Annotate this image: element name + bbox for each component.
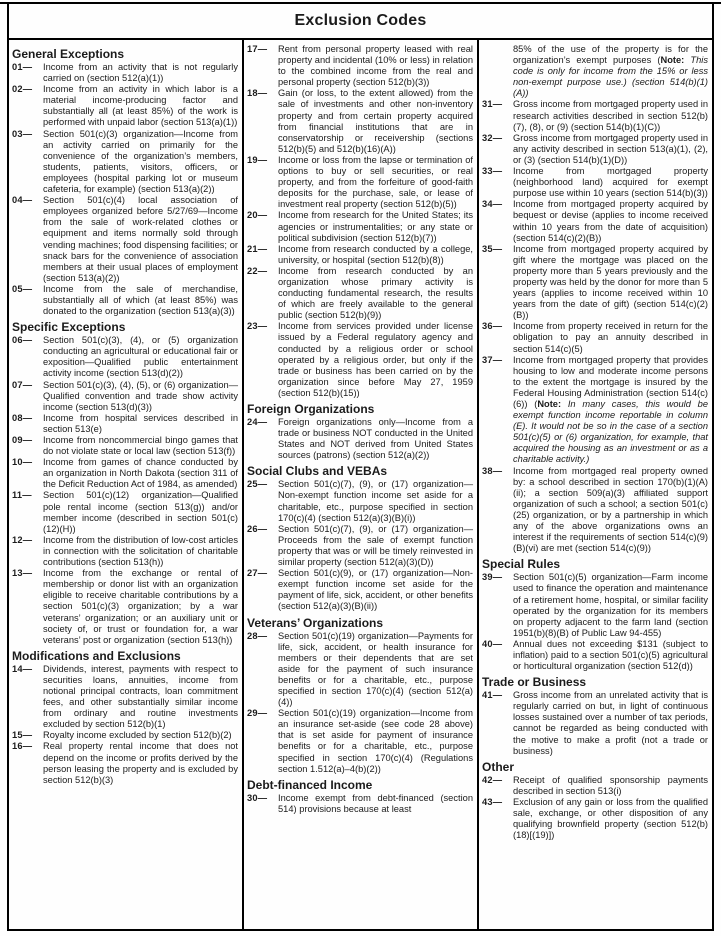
item-text: Income from noncommercial bingo games that do not violate state or local law (section 513(f)): [43, 435, 238, 457]
item-code: 27—: [247, 568, 268, 579]
item-code: 16—: [12, 741, 33, 752]
exclusion-code-item: [482, 690, 708, 757]
item-code: 35—: [482, 243, 503, 254]
item-text: Income from services provided under license issued by a Federal regulatory agency and conducted by a religious order or school operated by a religious order, but only if the trade or business has been carried on by the organization since before May 27, 1959 (section 512(b)(15)): [278, 321, 473, 398]
column-1: [9, 40, 242, 929]
item-text: Section 501(c)(7), (9), or (17) organization—Proceeds from the sale of exempt function property that was or will be timely reinvested in similar property (section 512(a)(3)(D)): [278, 523, 473, 568]
item-text: Income from the exchange or rental of membership or donor list with an organization eligible to receive charitable contributions by a section 501(c)(3) organization; by a war veterans’ organization; or an auxiliary unit or society of, or trust or foundation for, a war veterans’ post or organization (section 513(h)): [43, 568, 238, 645]
item-code: 01—: [12, 62, 33, 72]
item-code: 41—: [482, 690, 503, 701]
exclusion-code-item: [482, 133, 708, 166]
exclusion-code-item: [247, 88, 473, 155]
exclusion-code-item: [12, 741, 238, 785]
item-code: 25—: [247, 479, 268, 490]
item-code: 07—: [12, 379, 33, 390]
item-text: Income from research conducted by a college, university, or hospital (section 512(b)(8)): [278, 243, 473, 265]
exclusion-code-item: [247, 44, 473, 88]
item-code: 22—: [247, 265, 268, 276]
item-text: Section 501(c)(3), (4), or (5) organization conducting an agricultural or educational fair or exposition—Qualified public entertainment activity income (section 513(d)(2)): [43, 335, 238, 379]
section-header: General Exceptions: [12, 47, 125, 61]
item-text: Income or loss from the lapse or termination of options to buy or sell securities, or real property, and from the forfeiture of good-faith deposits for the purchase, sale, or lease of investment real property (section 512(b)(5)): [278, 154, 473, 210]
exclusion-code-item: [482, 355, 708, 466]
item-code: 18—: [247, 88, 268, 99]
column-3: [477, 40, 712, 929]
item-text: Dividends, interest, payments with respect to securities loans, annuities, income from notional principal contracts, loan commitment fees, and other substantially similar income from ordinary and routine investments excluded by section 512(b)(1): [43, 663, 238, 730]
item-code: 17—: [247, 44, 268, 54]
item-code: 14—: [12, 663, 33, 674]
item-text: Gross income from mortgaged property used in any activity described in section 513(a)(1), (2), or (3) (section 514(b)(1)(D)): [513, 132, 708, 165]
item-code: 20—: [247, 210, 268, 221]
section-header: Foreign Organizations: [247, 402, 375, 416]
item-code: 39—: [482, 572, 503, 583]
exclusion-code-item: [247, 708, 473, 775]
exclusion-code-item: [12, 730, 238, 741]
exclusion-code-item: [247, 793, 473, 815]
exclusion-code-item: [247, 266, 473, 321]
exclusion-code-item: [12, 284, 238, 317]
item-text: Income exempt from debt-financed (section 514) provisions because at least: [278, 792, 473, 814]
page-title: Exclusion Codes: [294, 11, 427, 29]
exclusion-code-item: [12, 195, 238, 284]
item-text: Gain (or loss, to the extent allowed) from the sale of investments and other non-inventory property and from certain property acquired from financial institutions that are in conservatorship or receivership (sections 512(b)(5) and 512(b)(16)(A)): [278, 88, 473, 154]
item-code: 26—: [247, 523, 268, 534]
item-code: 19—: [247, 154, 268, 165]
column-2: [242, 40, 477, 929]
exclusion-code-item: [12, 457, 238, 490]
item-text: Income from mortgaged property acquired by bequest or devise (applies to income received within 10 years from the date of acquisition) (section 514(c)(2)(B)): [513, 199, 708, 243]
exclusion-code-item: [12, 129, 238, 196]
exclusion-code-item: [12, 380, 238, 413]
item-text: Section 501(c)(19) organization—Income from an insurance set-aside (see code 28 above) that is set aside for payment of insurance benefits or for a charitable, etc., purpose specified in section 170(c)(4) (Regulations section 1.512(a)–4(b)(2)): [278, 708, 473, 774]
item-code: 37—: [482, 354, 503, 365]
item-text: Income from research for the United States; its agencies or instrumentalities; or any state or political subdivision (section 512(b)(7)): [278, 210, 473, 243]
item-text: Income from mortgaged property (neighborhood land) acquired for exempt purpose use within 10 years (section 514(b)(3)): [513, 166, 708, 199]
exclusion-code-item: [482, 639, 708, 672]
item-text: Rent from personal property leased with real property and incidental (10% or less) in relation to the combined income from the real and personal property (section 512(b)(3)): [278, 44, 473, 88]
exclusion-code-item: [12, 535, 238, 568]
item-text: Royalty income excluded by section 512(b)(2): [43, 730, 232, 741]
exclusion-code-item: [482, 99, 708, 132]
item-text: Section 501(c)(5) organization—Farm income used to finance the operation and maintenance of a retirement home, hospital, or similar facility operated by the organization for its members on property adjacent to the farm land (section 1951(b)(8)(B) of Public Law 94-455): [513, 572, 708, 638]
item-text: Section 501(c)(9), or (17) organization—Non-exempt function income set aside for the payment of life, sick, accident, or other benefits (section 512(a)(3)(B)(ii)): [278, 568, 473, 612]
item-text: Income from property received in return for the obligation to pay an annuity described in section 514(c)(5): [513, 321, 708, 354]
item-code: 43—: [482, 796, 503, 807]
item-code: 33—: [482, 166, 503, 177]
item-code: 36—: [482, 321, 503, 332]
item-code: 12—: [12, 534, 33, 545]
exclusion-code-item: [482, 797, 708, 841]
item-text: Exclusion of any gain or loss from the qualified sale, exchange, or other disposition of any qualifying brownfield property (section 512(b)(18)[(19)]): [513, 796, 708, 841]
exclusion-code-item: [247, 321, 473, 399]
item-text: Section 501(c)(3), (4), (5), or (6) organization—Qualified convention and trade show activity income (section 513(d)(3)): [43, 379, 238, 412]
item-code: 03—: [12, 128, 33, 139]
exclusion-code-item: [482, 466, 708, 555]
item-text: Section 501(c)(12) organization—Qualified pole rental income (section 513(g)) and/or member income (described in section 501(c)(12)(H)): [43, 490, 238, 534]
exclusion-code-item: [482, 321, 708, 354]
exclusion-code-item: [247, 568, 473, 612]
item-text: Income from the distribution of low-cost articles in connection with the solicitation of charitable contributions (section 513(h)): [43, 534, 238, 568]
section-header: Social Clubs and VEBAs: [247, 464, 388, 479]
text-segment: 85% of the use of the property is for the organization’s exempt purposes (: [513, 44, 708, 66]
item-code: 05—: [12, 283, 33, 294]
exclusion-code-item: [482, 572, 708, 639]
exclusion-code-item: [482, 244, 708, 322]
item-code: 08—: [12, 412, 33, 423]
item-code: 21—: [247, 243, 268, 254]
columns: [9, 40, 712, 929]
text-segment: Income from mortgaged property that provides housing to low and moderate income persons to the extent the mortgage is insured by the Federal Housing Administration (section 514(c)(6)) (: [513, 354, 708, 409]
text-segment: Note:: [660, 55, 685, 66]
exclusion-code-item: [482, 775, 708, 797]
section-header: Modifications and Exclusions: [12, 648, 181, 663]
exclusion-code-item: [482, 166, 708, 199]
table-title-row: [9, 3, 712, 40]
exclusion-code-item: [12, 84, 238, 128]
item-text: Foreign organizations only—Income from a trade or business NOT conducted in the United States and NOT derived from United States sources (patrons) (section 512(a)(2)): [278, 417, 473, 461]
item-code: 11—: [12, 490, 32, 501]
exclusion-code-item: [247, 631, 473, 709]
section-header: Special Rules: [482, 557, 561, 572]
exclusion-code-item: [12, 490, 238, 534]
section-header: Specific Exceptions: [12, 320, 126, 335]
section-header: Veterans’ Organizations: [247, 615, 384, 630]
exclusion-code-item: [12, 413, 238, 435]
item-code: 29—: [247, 708, 268, 719]
item-text: Gross income from an unrelated activity that is regularly carried on but, in light of continuous losses sustained over a number of tax periods, cannot be regarded as being conducted with the motive to make a profit (not a trade or business): [513, 690, 708, 756]
exclusion-code-item: [247, 524, 473, 568]
item-text: Annual dues not exceeding $131 (subject to inflation) paid to a section 501(c)(5) agricultural or horticultural organization (section 512(d)): [513, 638, 708, 672]
item-code: 28—: [247, 630, 268, 641]
item-text: Income from mortgaged real property owned by: a school described in section 170(b)(1)(A)(ii); a section 509(a)(3) affiliated support organization of such a school; a section 501(c)(25) organization, or by a partnership in which any of the above organizations owns an interest if the requirements of section 514(c)(9)(B)(vi) are met (section 514(c)(9)): [513, 465, 708, 554]
item-text: Income from an activity in which labor is a material income-producing factor and substantially all (at least 85%) of the work is performed with unpaid labor (section 513(a)(1)): [43, 84, 238, 128]
item-code: 30—: [247, 792, 268, 803]
item-code: 34—: [482, 199, 503, 210]
item-code: 42—: [482, 774, 503, 785]
item-code: 13—: [12, 568, 33, 579]
item-text: Income from games of chance conducted by an organization in North Dakota (section 311 of the Deficit Reduction Act of 1984, as amended): [43, 457, 238, 490]
item-text: Income from mortgaged property acquired by gift where the mortgage was placed on the property more than 5 years previously and the property was held by the donor for more than 5 years (applies to income received within 10 years from the date of gift) (section 514(c)(2)(B)): [513, 243, 708, 321]
item-code: 40—: [482, 638, 503, 649]
text-segment: (section 514(b)(1)(A)): [513, 77, 708, 99]
item-code: 04—: [12, 195, 33, 206]
item-code: 38—: [482, 465, 503, 476]
item-code: 15—: [12, 730, 33, 741]
section-header: Trade or Business: [482, 675, 587, 690]
item-text: Real property rental income that does not depend on the income or profits derived by the person leasing the property and is excluded by section 512(b)(3): [43, 741, 238, 785]
item-text: Income from an activity that is not regularly carried on (section 512(a)(1)): [43, 62, 238, 84]
exclusion-code-item: [12, 664, 238, 731]
item-text: Income from hospital services described in section 513(e): [43, 412, 238, 434]
section-header: Other: [482, 759, 515, 774]
item-text: Gross income from mortgaged property used in research activities described in section 512(b)(7), (8), or (9) (section 514(b)(1)(C)): [513, 99, 708, 132]
text-segment: Note:: [537, 399, 562, 409]
exclusion-code-item: [12, 435, 238, 457]
exclusion-code-item: [247, 155, 473, 210]
item-text: Receipt of qualified sponsorship payments described in section 513(i): [513, 774, 708, 796]
item-text: Income from research conducted by an organization whose primary activity is conducting fundamental research, the results of which are freely available to the general public (section 512(b)(9)): [278, 265, 473, 321]
exclusion-code-item: [247, 244, 473, 266]
item-code: 24—: [247, 417, 268, 427]
item-code: 32—: [482, 132, 503, 143]
exclusion-codes-table: [7, 3, 714, 931]
item-code: 06—: [12, 335, 33, 346]
text-segment: This code is only for income from the 15% or less non-exempt purpose use.): [513, 55, 708, 88]
item-code: 31—: [482, 99, 503, 110]
item-code: 23—: [247, 321, 268, 332]
exclusion-code-item: [12, 62, 238, 84]
exclusion-code-item: [12, 568, 238, 646]
exclusion-code-continuation: [482, 44, 708, 99]
section-header: Debt-financed Income: [247, 777, 373, 792]
exclusion-code-item: [247, 479, 473, 523]
item-text: Section 501(c)(7), (9), or (17) organization—Non-exempt function income set aside for a charitable, etc., purpose specified in section 170(c)(4) (section 512(a)(3)(B)(i)): [278, 479, 473, 523]
item-text: [513, 355, 708, 466]
item-text: [513, 44, 708, 99]
item-text: Section 501(c)(3) organization—Income from an activity carried on primarily for the convenience of the organization’s members, students, patients, visitors, officers, or employees (hospital parking lot or museum cafeteria, for example) (section 513(a)(2)): [43, 128, 238, 195]
item-text: Section 501(c)(4) local association of employees organized before 5/27/69—Income from the sale of work-related clothes or equipment and items normally sold through vending machines; food dispensing facilities; or snack bars for the convenience of association members at their usual places of employment (section 513(a)(2)): [43, 195, 238, 283]
item-text: Section 501(c)(19) organization—Payments for life, sick, accident, or health insurance for members or their dependents that are set aside for the payment of such insurance benefits or for a charitable, etc., purpose specified in section 170(c)(4) (section 512(a)(4)): [278, 630, 473, 708]
exclusion-code-item: [12, 335, 238, 379]
item-text: Income from the sale of merchandise, substantially all of which (at least 85%) was donated to the organization (section 513(a)(3)): [43, 283, 238, 317]
item-code: 02—: [12, 84, 33, 95]
exclusion-code-item: [482, 199, 708, 243]
item-code: 10—: [12, 457, 33, 468]
item-code: 09—: [12, 435, 33, 445]
exclusion-code-item: [247, 210, 473, 243]
exclusion-code-item: [247, 417, 473, 461]
item-code: [482, 44, 513, 99]
text-segment: In many cases, this would be exempt function income reportable in column (E). It would not be so in the case of a section 501(c)(5) or (6) organization, for example, that acquired the housing as an investment or as a charitable activity.): [513, 399, 708, 465]
